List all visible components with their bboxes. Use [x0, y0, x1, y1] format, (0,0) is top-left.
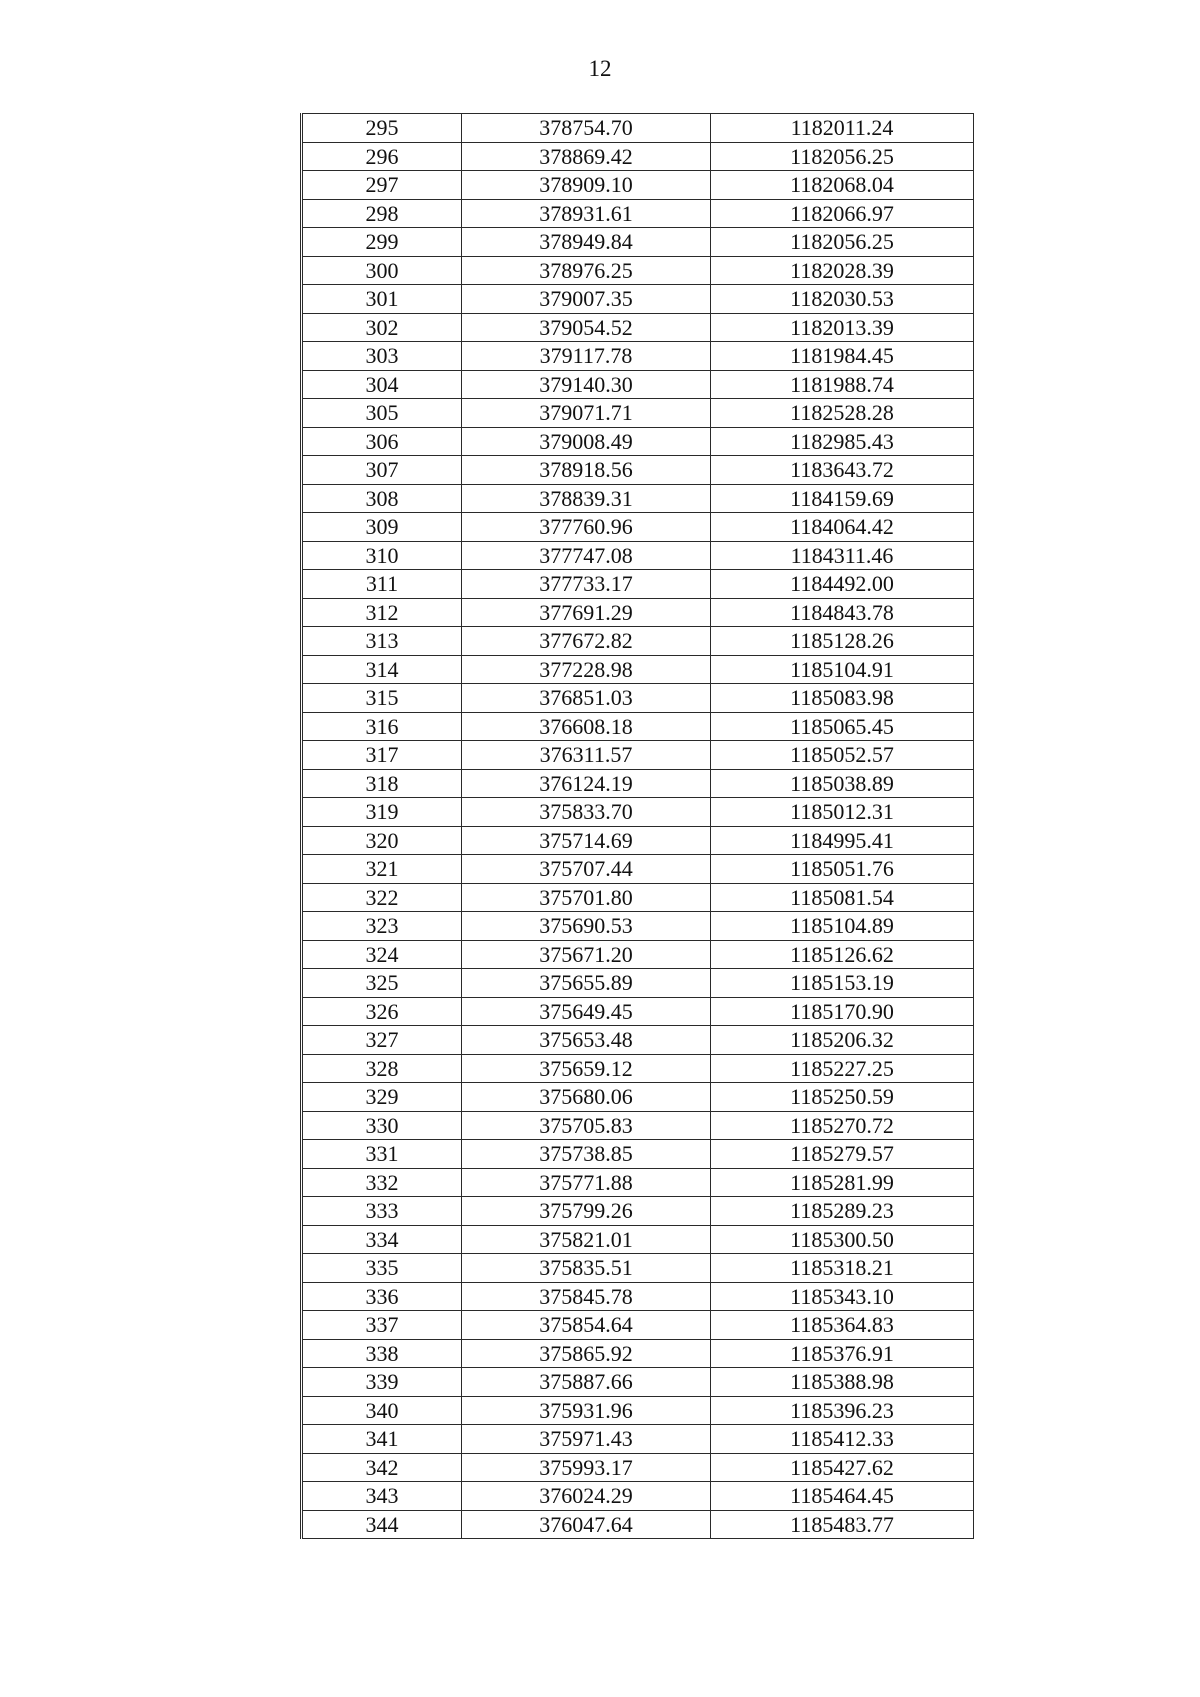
y-coordinate-cell: 1185206.32: [711, 1026, 974, 1055]
y-coordinate-cell: 1185227.25: [711, 1054, 974, 1083]
x-coordinate-cell: 375833.70: [462, 798, 711, 827]
table-row: [302, 1083, 974, 1112]
point-number-cell: 309: [302, 513, 462, 542]
y-coordinate-cell: 1184492.00: [711, 570, 974, 599]
point-number-cell: 297: [302, 171, 462, 200]
y-coordinate-cell: 1185388.98: [711, 1368, 974, 1397]
table-row: [302, 1311, 974, 1340]
point-number-cell: 305: [302, 399, 462, 428]
x-coordinate-cell: 379008.49: [462, 427, 711, 456]
x-coordinate-cell: 377747.08: [462, 541, 711, 570]
x-coordinate-cell: 379117.78: [462, 342, 711, 371]
x-coordinate-cell: 378754.70: [462, 114, 711, 143]
y-coordinate-cell: 1185300.50: [711, 1225, 974, 1254]
point-number-cell: 322: [302, 883, 462, 912]
table-row: [302, 513, 974, 542]
x-coordinate-cell: 375887.66: [462, 1368, 711, 1397]
table-row: [302, 1425, 974, 1454]
table-row: [302, 484, 974, 513]
point-number-cell: 332: [302, 1168, 462, 1197]
x-coordinate-cell: 378918.56: [462, 456, 711, 485]
x-coordinate-cell: 379007.35: [462, 285, 711, 314]
y-coordinate-cell: 1185343.10: [711, 1282, 974, 1311]
point-number-cell: 310: [302, 541, 462, 570]
x-coordinate-cell: 375993.17: [462, 1453, 711, 1482]
point-number-cell: 320: [302, 826, 462, 855]
y-coordinate-cell: 1185427.62: [711, 1453, 974, 1482]
point-number-cell: 324: [302, 940, 462, 969]
table-row: [302, 769, 974, 798]
y-coordinate-cell: 1182056.25: [711, 228, 974, 257]
x-coordinate-cell: 379054.52: [462, 313, 711, 342]
x-coordinate-cell: 375771.88: [462, 1168, 711, 1197]
table-row: [302, 1026, 974, 1055]
point-number-cell: 314: [302, 655, 462, 684]
y-coordinate-cell: 1184311.46: [711, 541, 974, 570]
table-row: [302, 1368, 974, 1397]
y-coordinate-cell: 1185412.33: [711, 1425, 974, 1454]
point-number-cell: 331: [302, 1140, 462, 1169]
point-number-cell: 343: [302, 1482, 462, 1511]
point-number-cell: 316: [302, 712, 462, 741]
x-coordinate-cell: 376608.18: [462, 712, 711, 741]
table-row: [302, 171, 974, 200]
x-coordinate-cell: 375690.53: [462, 912, 711, 941]
y-coordinate-cell: 1182528.28: [711, 399, 974, 428]
table-row: [302, 627, 974, 656]
y-coordinate-cell: 1181988.74: [711, 370, 974, 399]
table-row: [302, 228, 974, 257]
table-row: [302, 142, 974, 171]
point-number-cell: 319: [302, 798, 462, 827]
y-coordinate-cell: 1185250.59: [711, 1083, 974, 1112]
point-number-cell: 307: [302, 456, 462, 485]
y-coordinate-cell: 1185153.19: [711, 969, 974, 998]
point-number-cell: 302: [302, 313, 462, 342]
x-coordinate-cell: 375865.92: [462, 1339, 711, 1368]
table-row: [302, 883, 974, 912]
x-coordinate-cell: 375845.78: [462, 1282, 711, 1311]
x-coordinate-cell: 376047.64: [462, 1510, 711, 1539]
y-coordinate-cell: 1182985.43: [711, 427, 974, 456]
x-coordinate-cell: 375680.06: [462, 1083, 711, 1112]
y-coordinate-cell: 1181984.45: [711, 342, 974, 371]
table-row: [302, 1140, 974, 1169]
x-coordinate-cell: 375649.45: [462, 997, 711, 1026]
point-number-cell: 317: [302, 741, 462, 770]
table-row: [302, 1453, 974, 1482]
table-row: [302, 1168, 974, 1197]
table-row: [302, 199, 974, 228]
x-coordinate-cell: 375653.48: [462, 1026, 711, 1055]
coordinates-table: [300, 113, 974, 1539]
y-coordinate-cell: 1185396.23: [711, 1396, 974, 1425]
point-number-cell: 321: [302, 855, 462, 884]
x-coordinate-cell: 377672.82: [462, 627, 711, 656]
point-number-cell: 325: [302, 969, 462, 998]
x-coordinate-cell: 375799.26: [462, 1197, 711, 1226]
point-number-cell: 296: [302, 142, 462, 171]
point-number-cell: 295: [302, 114, 462, 143]
point-number-cell: 328: [302, 1054, 462, 1083]
x-coordinate-cell: 375835.51: [462, 1254, 711, 1283]
y-coordinate-cell: 1185038.89: [711, 769, 974, 798]
table-row: [302, 114, 974, 143]
x-coordinate-cell: 377760.96: [462, 513, 711, 542]
table-row: [302, 1282, 974, 1311]
point-number-cell: 299: [302, 228, 462, 257]
x-coordinate-cell: 375854.64: [462, 1311, 711, 1340]
point-number-cell: 326: [302, 997, 462, 1026]
point-number-cell: 311: [302, 570, 462, 599]
table-row: [302, 969, 974, 998]
y-coordinate-cell: 1185128.26: [711, 627, 974, 656]
table-row: [302, 741, 974, 770]
y-coordinate-cell: 1182066.97: [711, 199, 974, 228]
y-coordinate-cell: 1182030.53: [711, 285, 974, 314]
x-coordinate-cell: 375931.96: [462, 1396, 711, 1425]
table-row: [302, 370, 974, 399]
y-coordinate-cell: 1185289.23: [711, 1197, 974, 1226]
point-number-cell: 336: [302, 1282, 462, 1311]
y-coordinate-cell: 1185104.91: [711, 655, 974, 684]
y-coordinate-cell: 1185126.62: [711, 940, 974, 969]
x-coordinate-cell: 376311.57: [462, 741, 711, 770]
table-row: [302, 598, 974, 627]
point-number-cell: 334: [302, 1225, 462, 1254]
point-number-cell: 329: [302, 1083, 462, 1112]
y-coordinate-cell: 1184159.69: [711, 484, 974, 513]
page-number: 12: [588, 56, 612, 81]
point-number-cell: 333: [302, 1197, 462, 1226]
point-number-cell: 308: [302, 484, 462, 513]
point-number-cell: 315: [302, 684, 462, 713]
point-number-cell: 335: [302, 1254, 462, 1283]
y-coordinate-cell: 1185065.45: [711, 712, 974, 741]
point-number-cell: 301: [302, 285, 462, 314]
y-coordinate-cell: 1182068.04: [711, 171, 974, 200]
y-coordinate-cell: 1185464.45: [711, 1482, 974, 1511]
y-coordinate-cell: 1182056.25: [711, 142, 974, 171]
table-row: [302, 855, 974, 884]
table-row: [302, 1396, 974, 1425]
y-coordinate-cell: 1185081.54: [711, 883, 974, 912]
x-coordinate-cell: 379071.71: [462, 399, 711, 428]
y-coordinate-cell: 1185318.21: [711, 1254, 974, 1283]
y-coordinate-cell: 1185281.99: [711, 1168, 974, 1197]
table-row: [302, 1054, 974, 1083]
x-coordinate-cell: 375655.89: [462, 969, 711, 998]
x-coordinate-cell: 375714.69: [462, 826, 711, 855]
y-coordinate-cell: 1185270.72: [711, 1111, 974, 1140]
y-coordinate-cell: 1185104.89: [711, 912, 974, 941]
table-row: [302, 826, 974, 855]
y-coordinate-cell: 1185051.76: [711, 855, 974, 884]
x-coordinate-cell: 375705.83: [462, 1111, 711, 1140]
point-number-cell: 318: [302, 769, 462, 798]
x-coordinate-cell: 377691.29: [462, 598, 711, 627]
x-coordinate-cell: 375738.85: [462, 1140, 711, 1169]
point-number-cell: 341: [302, 1425, 462, 1454]
x-coordinate-cell: 377228.98: [462, 655, 711, 684]
table-row: [302, 798, 974, 827]
point-number-cell: 298: [302, 199, 462, 228]
x-coordinate-cell: 378931.61: [462, 199, 711, 228]
x-coordinate-cell: 376124.19: [462, 769, 711, 798]
point-number-cell: 344: [302, 1510, 462, 1539]
x-coordinate-cell: 375701.80: [462, 883, 711, 912]
point-number-cell: 327: [302, 1026, 462, 1055]
table-row: [302, 997, 974, 1026]
table-row: [302, 940, 974, 969]
x-coordinate-cell: 375659.12: [462, 1054, 711, 1083]
x-coordinate-cell: 375821.01: [462, 1225, 711, 1254]
table-row: [302, 570, 974, 599]
x-coordinate-cell: 375707.44: [462, 855, 711, 884]
point-number-cell: 330: [302, 1111, 462, 1140]
x-coordinate-cell: 375971.43: [462, 1425, 711, 1454]
table-row: [302, 285, 974, 314]
x-coordinate-cell: 377733.17: [462, 570, 711, 599]
y-coordinate-cell: 1185483.77: [711, 1510, 974, 1539]
point-number-cell: 339: [302, 1368, 462, 1397]
x-coordinate-cell: 378869.42: [462, 142, 711, 171]
table-row: [302, 399, 974, 428]
point-number-cell: 300: [302, 256, 462, 285]
point-number-cell: 304: [302, 370, 462, 399]
table-row: [302, 1111, 974, 1140]
y-coordinate-cell: 1182013.39: [711, 313, 974, 342]
x-coordinate-cell: 378839.31: [462, 484, 711, 513]
y-coordinate-cell: 1185364.83: [711, 1311, 974, 1340]
table-row: [302, 456, 974, 485]
y-coordinate-cell: 1185279.57: [711, 1140, 974, 1169]
y-coordinate-cell: 1182028.39: [711, 256, 974, 285]
table-row: [302, 427, 974, 456]
table-row: [302, 541, 974, 570]
table-row: [302, 684, 974, 713]
x-coordinate-cell: 375671.20: [462, 940, 711, 969]
point-number-cell: 340: [302, 1396, 462, 1425]
y-coordinate-cell: 1185012.31: [711, 798, 974, 827]
point-number-cell: 312: [302, 598, 462, 627]
y-coordinate-cell: 1182011.24: [711, 114, 974, 143]
x-coordinate-cell: 378976.25: [462, 256, 711, 285]
point-number-cell: 323: [302, 912, 462, 941]
point-number-cell: 337: [302, 1311, 462, 1340]
point-number-cell: 306: [302, 427, 462, 456]
table-row: [302, 712, 974, 741]
y-coordinate-cell: 1185376.91: [711, 1339, 974, 1368]
point-number-cell: 313: [302, 627, 462, 656]
coordinates-table-body: [302, 114, 974, 1539]
table-row: [302, 655, 974, 684]
table-row: [302, 1510, 974, 1539]
x-coordinate-cell: 378909.10: [462, 171, 711, 200]
y-coordinate-cell: 1184995.41: [711, 826, 974, 855]
x-coordinate-cell: 376851.03: [462, 684, 711, 713]
x-coordinate-cell: 379140.30: [462, 370, 711, 399]
point-number-cell: 342: [302, 1453, 462, 1482]
y-coordinate-cell: 1184064.42: [711, 513, 974, 542]
table-row: [302, 1482, 974, 1511]
y-coordinate-cell: 1183643.72: [711, 456, 974, 485]
table-row: [302, 1339, 974, 1368]
table-row: [302, 342, 974, 371]
point-number-cell: 338: [302, 1339, 462, 1368]
x-coordinate-cell: 376024.29: [462, 1482, 711, 1511]
table-row: [302, 313, 974, 342]
table-row: [302, 1225, 974, 1254]
y-coordinate-cell: 1185052.57: [711, 741, 974, 770]
table-row: [302, 1197, 974, 1226]
y-coordinate-cell: 1184843.78: [711, 598, 974, 627]
table-row: [302, 1254, 974, 1283]
x-coordinate-cell: 378949.84: [462, 228, 711, 257]
y-coordinate-cell: 1185083.98: [711, 684, 974, 713]
y-coordinate-cell: 1185170.90: [711, 997, 974, 1026]
table-row: [302, 256, 974, 285]
point-number-cell: 303: [302, 342, 462, 371]
table-row: [302, 912, 974, 941]
